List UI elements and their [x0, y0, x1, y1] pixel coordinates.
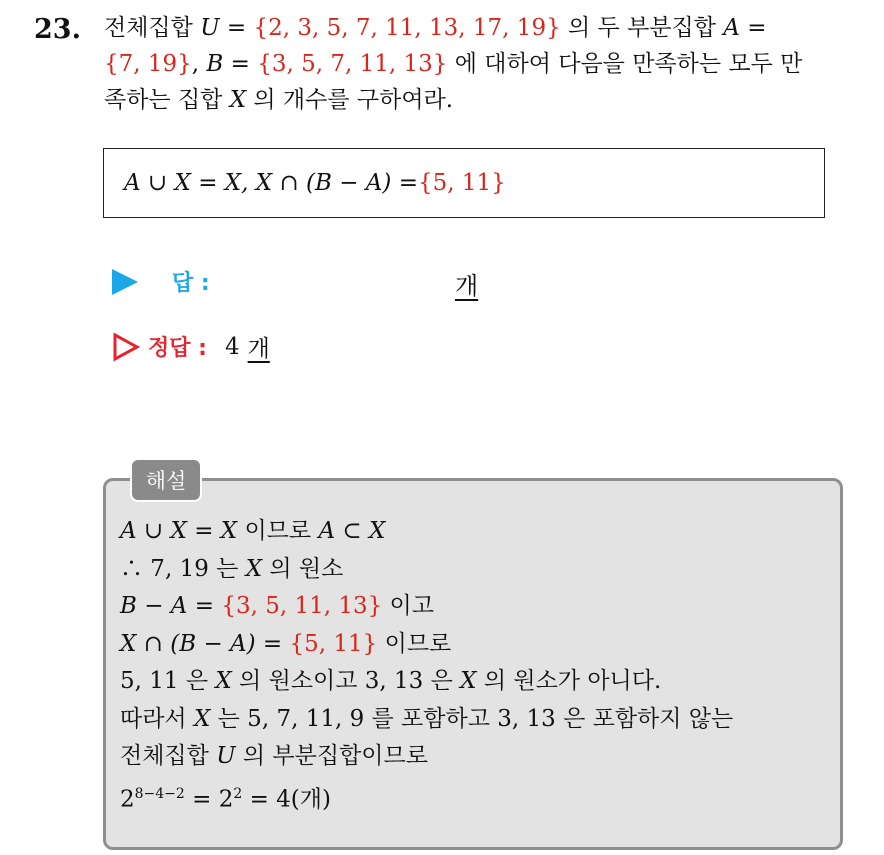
correct-answer-row: [112, 330, 270, 363]
solution-lines: [120, 513, 733, 819]
correct-label: 정답 :: [148, 336, 207, 361]
solution-tag: 해설: [130, 458, 202, 502]
correct-value: 4: [224, 333, 240, 360]
play-triangle-icon: [112, 269, 138, 295]
problem-line-3: 족하는 집합 X 의 개수를 구하여라.: [104, 87, 454, 113]
correct-unit: 개: [247, 336, 270, 362]
solution-line-1: A ∪ X = X 이므로 A ⊂ X: [120, 518, 386, 544]
set-a: {7, 19}: [104, 51, 192, 77]
condition-set: {5, 11}: [417, 170, 506, 196]
solution-line-3: B − A = {3, 5, 11, 13} 이고: [120, 593, 434, 619]
outline-triangle-icon: [112, 332, 140, 362]
problem-line-2: {7, 19}, B = {3, 5, 7, 11, 13} 에 대하여 다음을 만족하는 모두 만: [104, 51, 803, 77]
solution-line-5: 5, 11 은 X 의 원소이고 3, 13 은 X 의 원소가 아니다.: [120, 668, 662, 694]
problem: [34, 10, 864, 118]
condition-box: [103, 148, 825, 218]
solution-line-6: 따라서 X 는 5, 7, 11, 9 를 포함하고 3, 13 은 포함하지 않는: [120, 705, 734, 732]
universal-set: {2, 3, 5, 7, 11, 13, 17, 19}: [253, 15, 561, 41]
answer-unit: 개: [455, 272, 479, 300]
solution-line-2: ∴ 7, 19 는 X 의 원소: [120, 555, 344, 582]
problem-text: [104, 10, 864, 118]
solution-line-7: 전체집합 U 의 부분집합이므로: [120, 743, 428, 769]
problem-number: 23.: [34, 14, 81, 45]
problem-line-1: 전체집합 U = {2, 3, 5, 7, 11, 13, 17, 19} 의 두 부분집합 A =: [104, 15, 767, 41]
set-b: {3, 5, 7, 11, 13}: [257, 51, 448, 77]
solution-line-8: $2^{8-4-2} = 2^2 = 4$(개): [120, 785, 331, 813]
solution-line-4: X ∩ (B − A) = {5, 11} 이므로: [120, 630, 452, 657]
answer-row: [112, 266, 210, 297]
answer-label: 답 :: [172, 271, 210, 296]
condition-expression: A ∪ X = X, X ∩ (B − A) =: [124, 170, 418, 196]
